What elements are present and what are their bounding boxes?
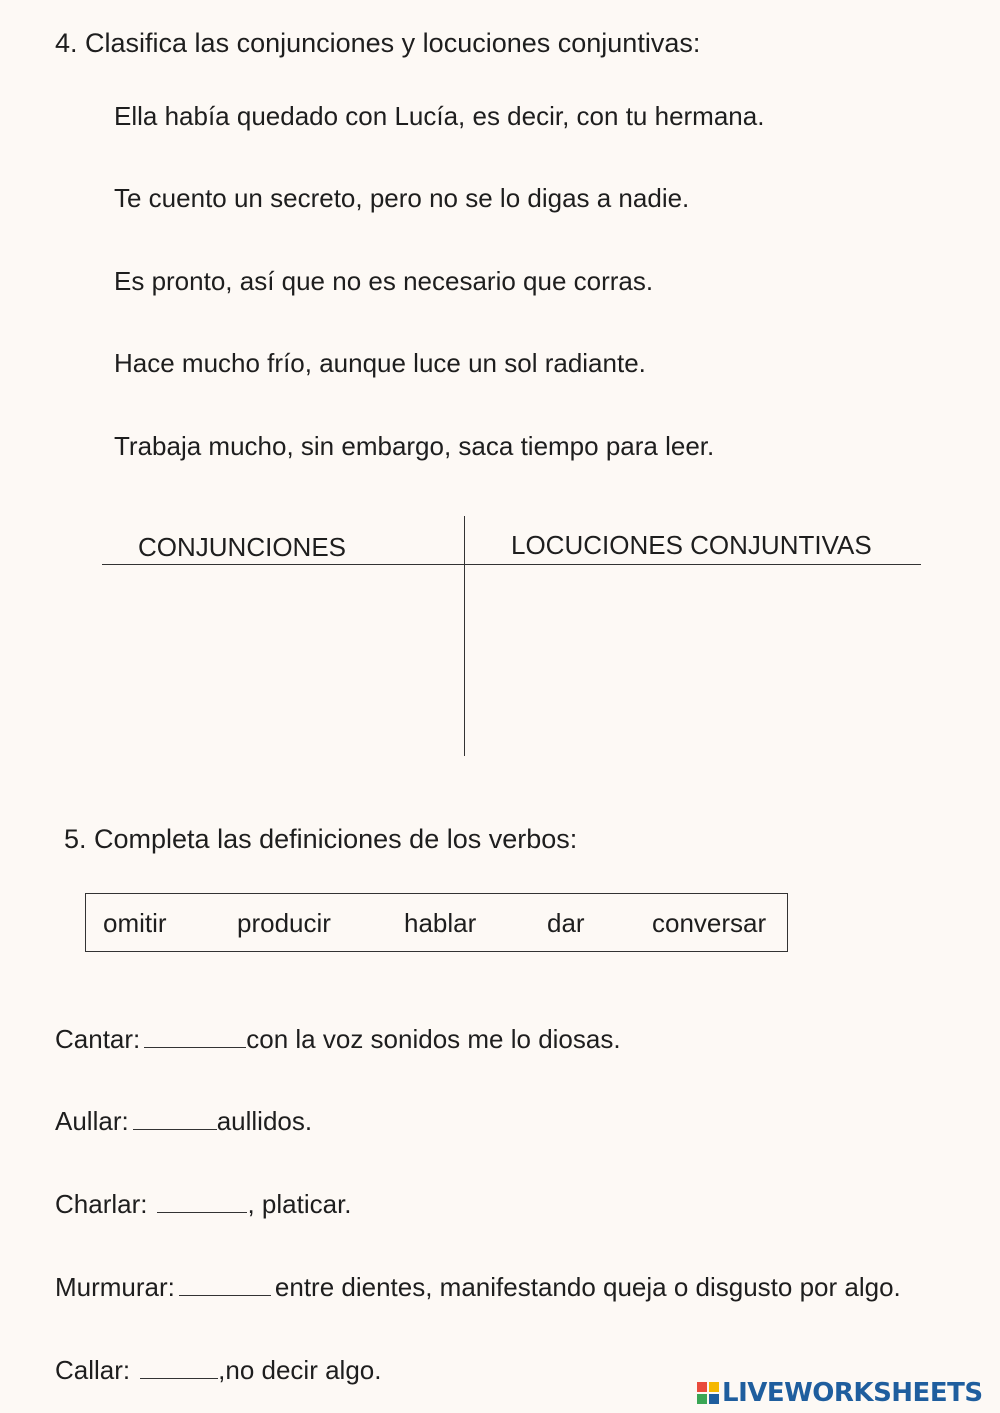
sentence-3: Es pronto, así que no es necesario que corras. [114, 266, 654, 296]
definition-term: Aullar: [55, 1106, 129, 1136]
definition-aullar [55, 1106, 312, 1137]
word-omitir: omitir [103, 908, 167, 938]
definition-cantar [55, 1024, 621, 1055]
sentence-2: Te cuento un secreto, pero no se lo digas a nadie. [114, 183, 690, 213]
word-dar: dar [547, 908, 585, 938]
definition-term: Charlar: [55, 1189, 148, 1219]
conjunciones-drop-area[interactable] [102, 566, 462, 754]
definition-murmurar [55, 1272, 901, 1303]
word-producir: producir [237, 908, 331, 938]
definition-callar [55, 1355, 381, 1386]
definition-text: ,no decir algo. [218, 1355, 382, 1385]
word-bank [85, 893, 788, 952]
definition-text: , platicar. [247, 1189, 352, 1219]
answer-blank-callar[interactable] [140, 1358, 218, 1379]
answer-blank-charlar[interactable] [157, 1192, 247, 1213]
definition-term: Murmurar: [55, 1272, 175, 1302]
logo-text: LIVEWORKSHEETS [722, 1378, 983, 1408]
answer-blank-cantar[interactable] [144, 1027, 246, 1048]
sentence-4: Hace mucho frío, aunque luce un sol radiante. [114, 348, 646, 378]
definition-text: con la voz sonidos me lo diosas. [246, 1024, 621, 1054]
definition-term: Cantar: [55, 1024, 141, 1054]
exercise-4-title: 4. Clasifica las conjunciones y locuciones conjuntivas: [55, 28, 701, 58]
column-header-locuciones: LOCUCIONES CONJUNTIVAS [511, 530, 872, 560]
definition-text: aullidos. [216, 1106, 313, 1136]
logo-icon [697, 1382, 719, 1404]
definition-text: entre dientes, manifestando queja o disgusto por algo. [274, 1272, 901, 1302]
exercise-5-title: 5. Completa las definiciones de los verbos: [64, 824, 578, 854]
liveworksheets-logo [697, 1378, 983, 1408]
definition-term: Callar: [55, 1355, 131, 1385]
table-header-divider [102, 564, 921, 565]
word-hablar: hablar [404, 908, 477, 938]
locuciones-drop-area[interactable] [467, 566, 921, 754]
answer-blank-aullar[interactable] [133, 1109, 217, 1130]
table-column-divider [464, 516, 465, 756]
word-conversar: conversar [652, 908, 767, 938]
answer-blank-murmurar[interactable] [179, 1275, 271, 1296]
column-header-conjunciones: CONJUNCIONES [138, 532, 347, 562]
sentence-1: Ella había quedado con Lucía, es decir, con tu hermana. [114, 101, 765, 131]
definition-charlar [55, 1189, 352, 1220]
sentence-5: Trabaja mucho, sin embargo, saca tiempo para leer. [114, 431, 715, 461]
